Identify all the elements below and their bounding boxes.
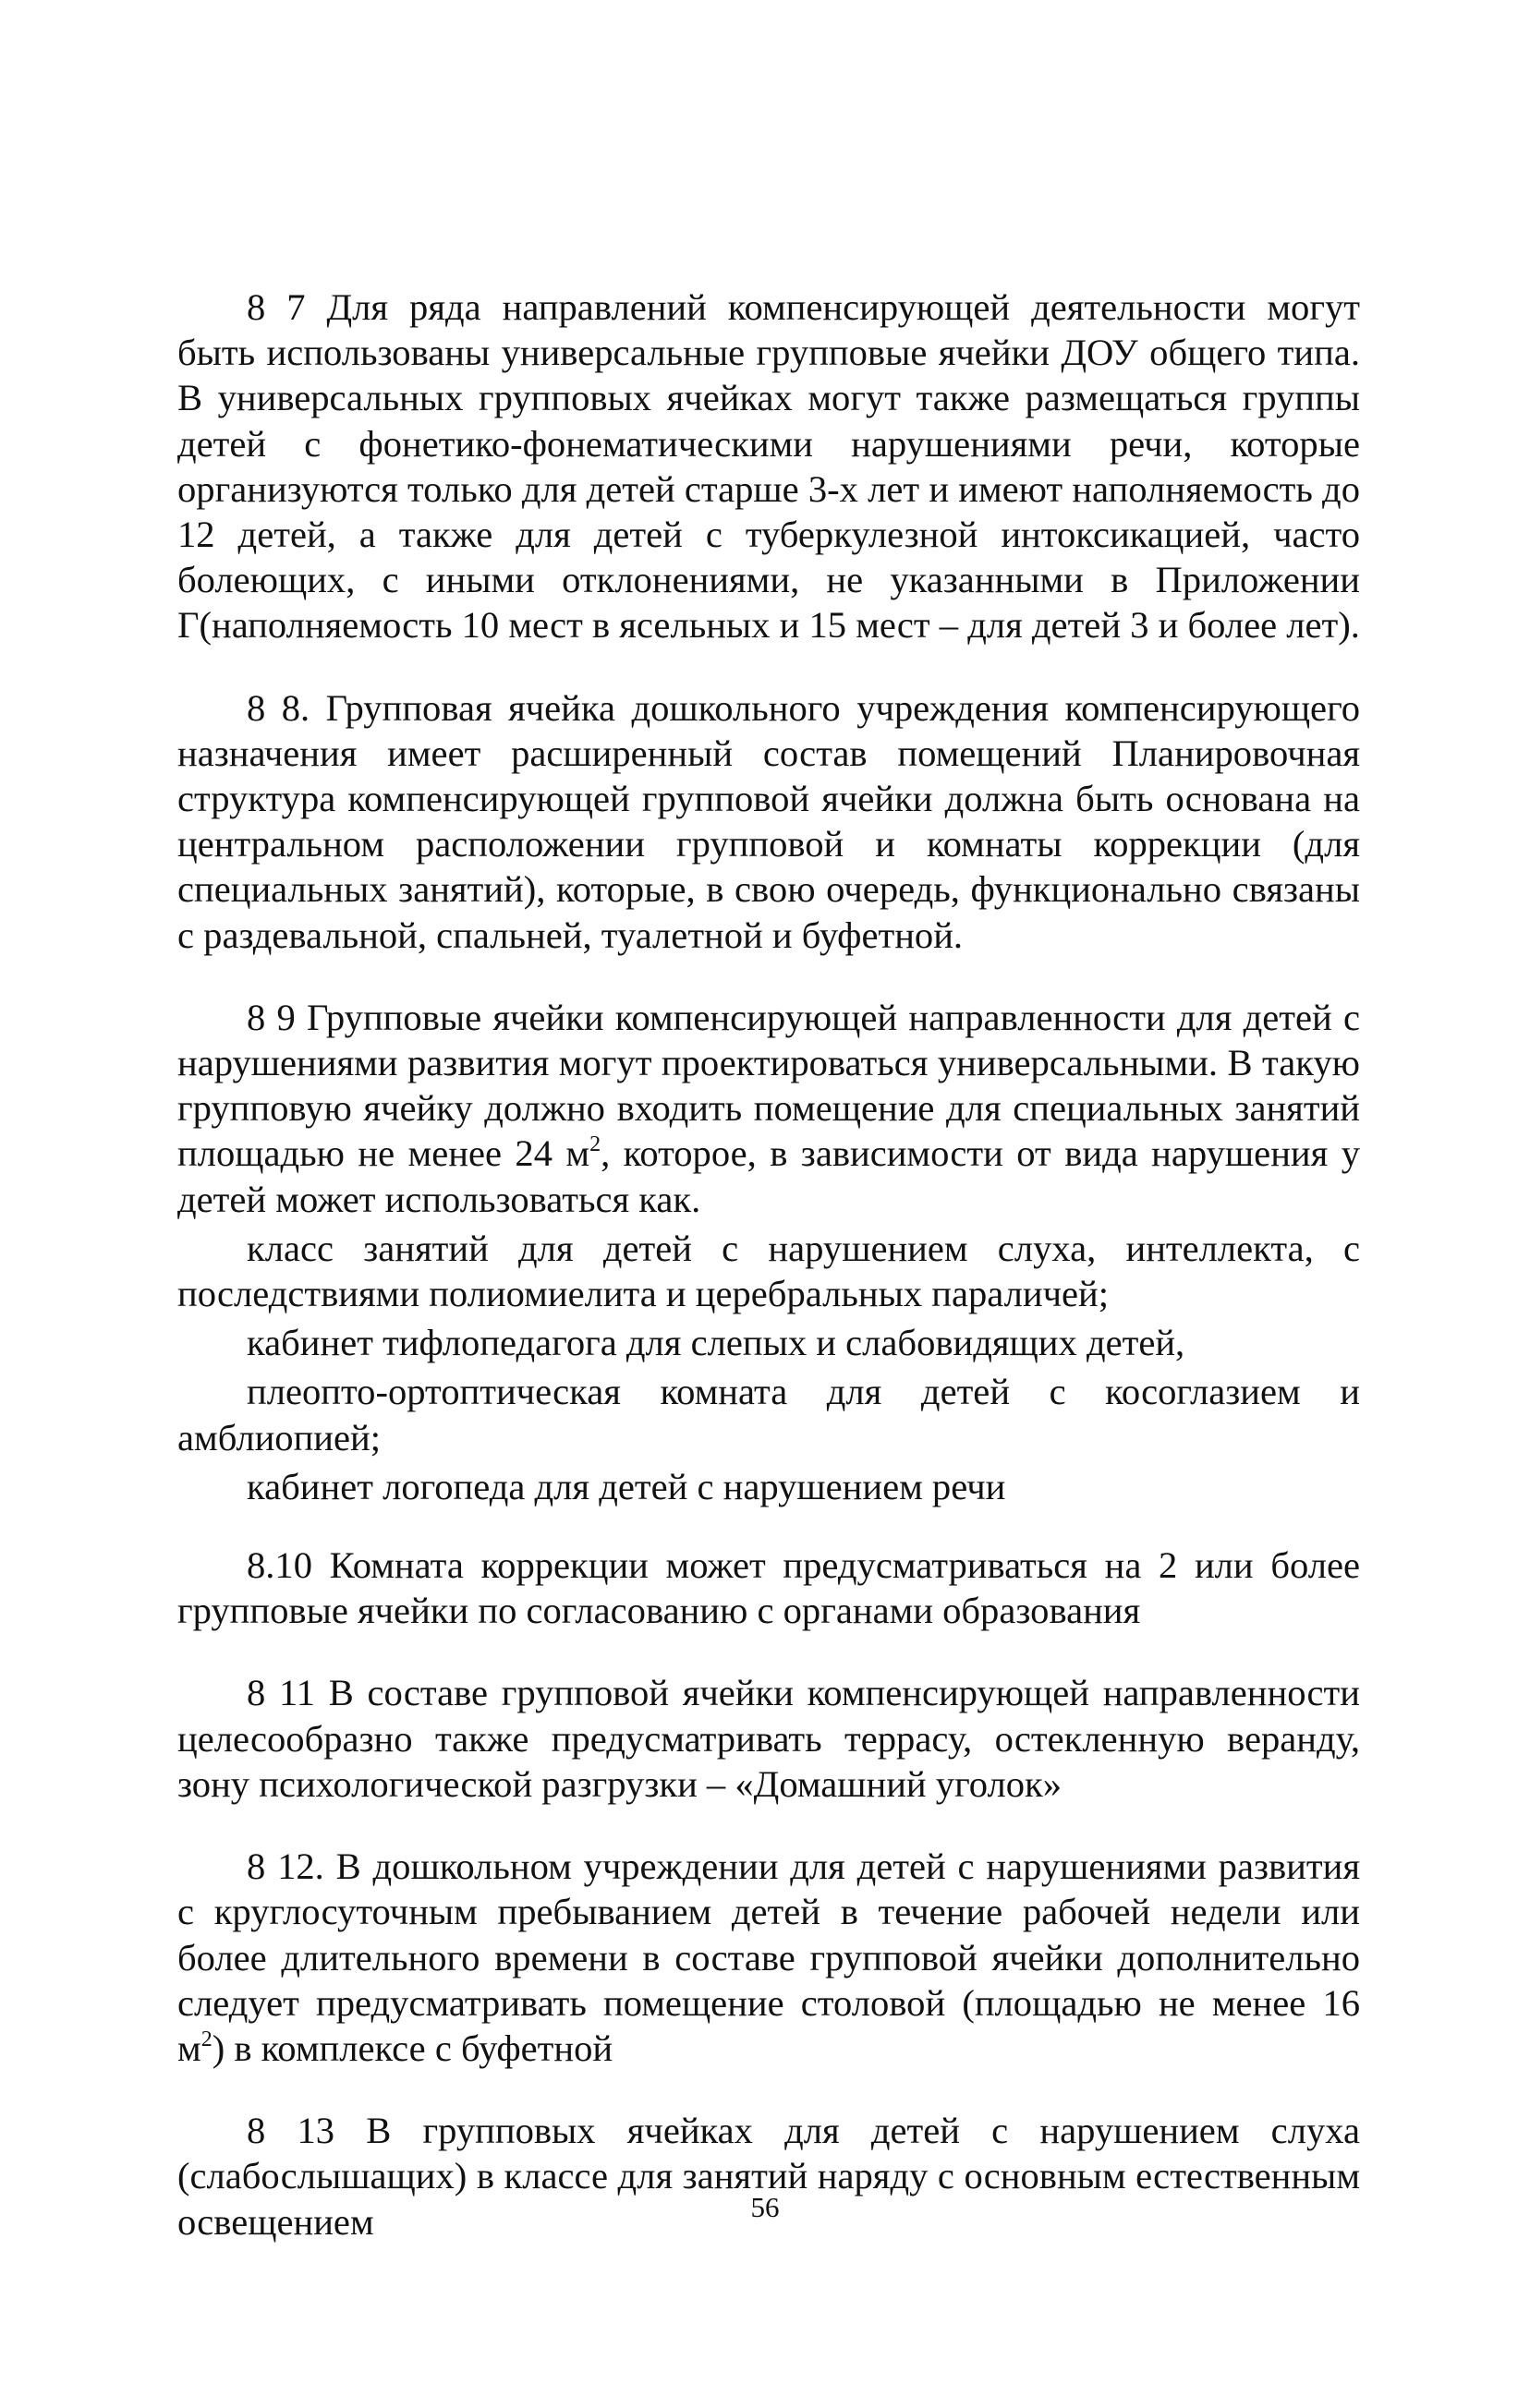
- list-item: кабинет логопеда для детей с нарушением речи: [247, 1465, 1006, 1507]
- list-item: класс занятий для детей с нарушением слуха, интеллекта, с последствиями полиомиелита и церебральных параличей;: [177, 1227, 1360, 1315]
- paragraph-8-12-text: 8 12. В дошкольном учреждении для детей с нарушениями развития с круглосуточным пребыванием детей в течение рабочей недели или более длительного времени в составе групповой ячейки дополнительно следует предусматривать помещение столовой (площадью не менее 16 м: [177, 1845, 1360, 2069]
- paragraph-8-9: [177, 995, 1360, 1222]
- superscript-2: 2: [589, 1132, 601, 1157]
- paragraph-8-12-text-end: ) в комплексе с буфетной: [212, 2027, 613, 2069]
- paragraph-8-9-text: 8 9 Групповые ячейки компенсирующей направленности для детей с нарушениями развития могут проектироваться универсальными. В такую групповую ячейку должно входить помещение для специальных занятий площадью не менее 24 м: [177, 996, 1360, 1175]
- superscript-2: 2: [200, 2027, 212, 2051]
- paragraph-8-10: 8.10 Комната коррекции может предусматриваться на 2 или более групповые ячейки по согласованию с органами образования: [177, 1544, 1360, 1632]
- list-item: кабинет тифлопедагога для слепых и слабовидящих детей,: [247, 1322, 1185, 1364]
- paragraph-8-12: [177, 1844, 1360, 2071]
- paragraph-8-11: 8 11 В составе групповой ячейки компенсирующей направленности целесообразно также предусматривать террасу, остекленную веранду, зону психологической разгрузки – «Домашний уголок»: [177, 1672, 1360, 1805]
- room-type-list: [177, 1226, 1360, 1509]
- paragraph-8-9-text-end: , которое, в зависимости от вида нарушения у детей может использоваться как.: [177, 1132, 1360, 1220]
- paragraph-8-13: 8 13 В групповых ячейках для детей с нарушением слуха (слабослышащих) в классе для занятий наряду с основным естественным освещением: [177, 2110, 1360, 2243]
- page-number: 56: [750, 2191, 780, 2223]
- paragraph-8-7: 8 7 Для ряда направлений компенсирующей деятельности могут быть использованы универсальные групповые ячейки ДОУ общего типа. В универсальных групповых ячейках могут также размещаться группы детей с фонетико-фонематическими нарушениями речи, которые организуются только для детей старше 3-х лет и имеют наполняемость до 12 детей, а также для детей с туберкулезной интоксикацией, часто болеющих, с иными отклонениями, не указанными в Приложении Г(наполняемость 10 мест в ясельных и 15 мест – для детей 3 и более лет).: [177, 286, 1360, 647]
- list-item: плеопто-ортоптическая комната для детей с косоглазием и амблиопией;: [177, 1371, 1360, 1458]
- paragraph-8-8: 8 8. Групповая ячейка дошкольного учреждения компенсирующего назначения имеет расширенный состав помещений Планировочная структура компенсирующей групповой ячейки должна быть основана на центральном расположении групповой и комнаты коррекции (для специальных занятий), которые, в свою очередь, функционально связаны с раздевальной, спальней, туалетной и буфетной.: [177, 686, 1360, 956]
- document-body: [177, 284, 1360, 2281]
